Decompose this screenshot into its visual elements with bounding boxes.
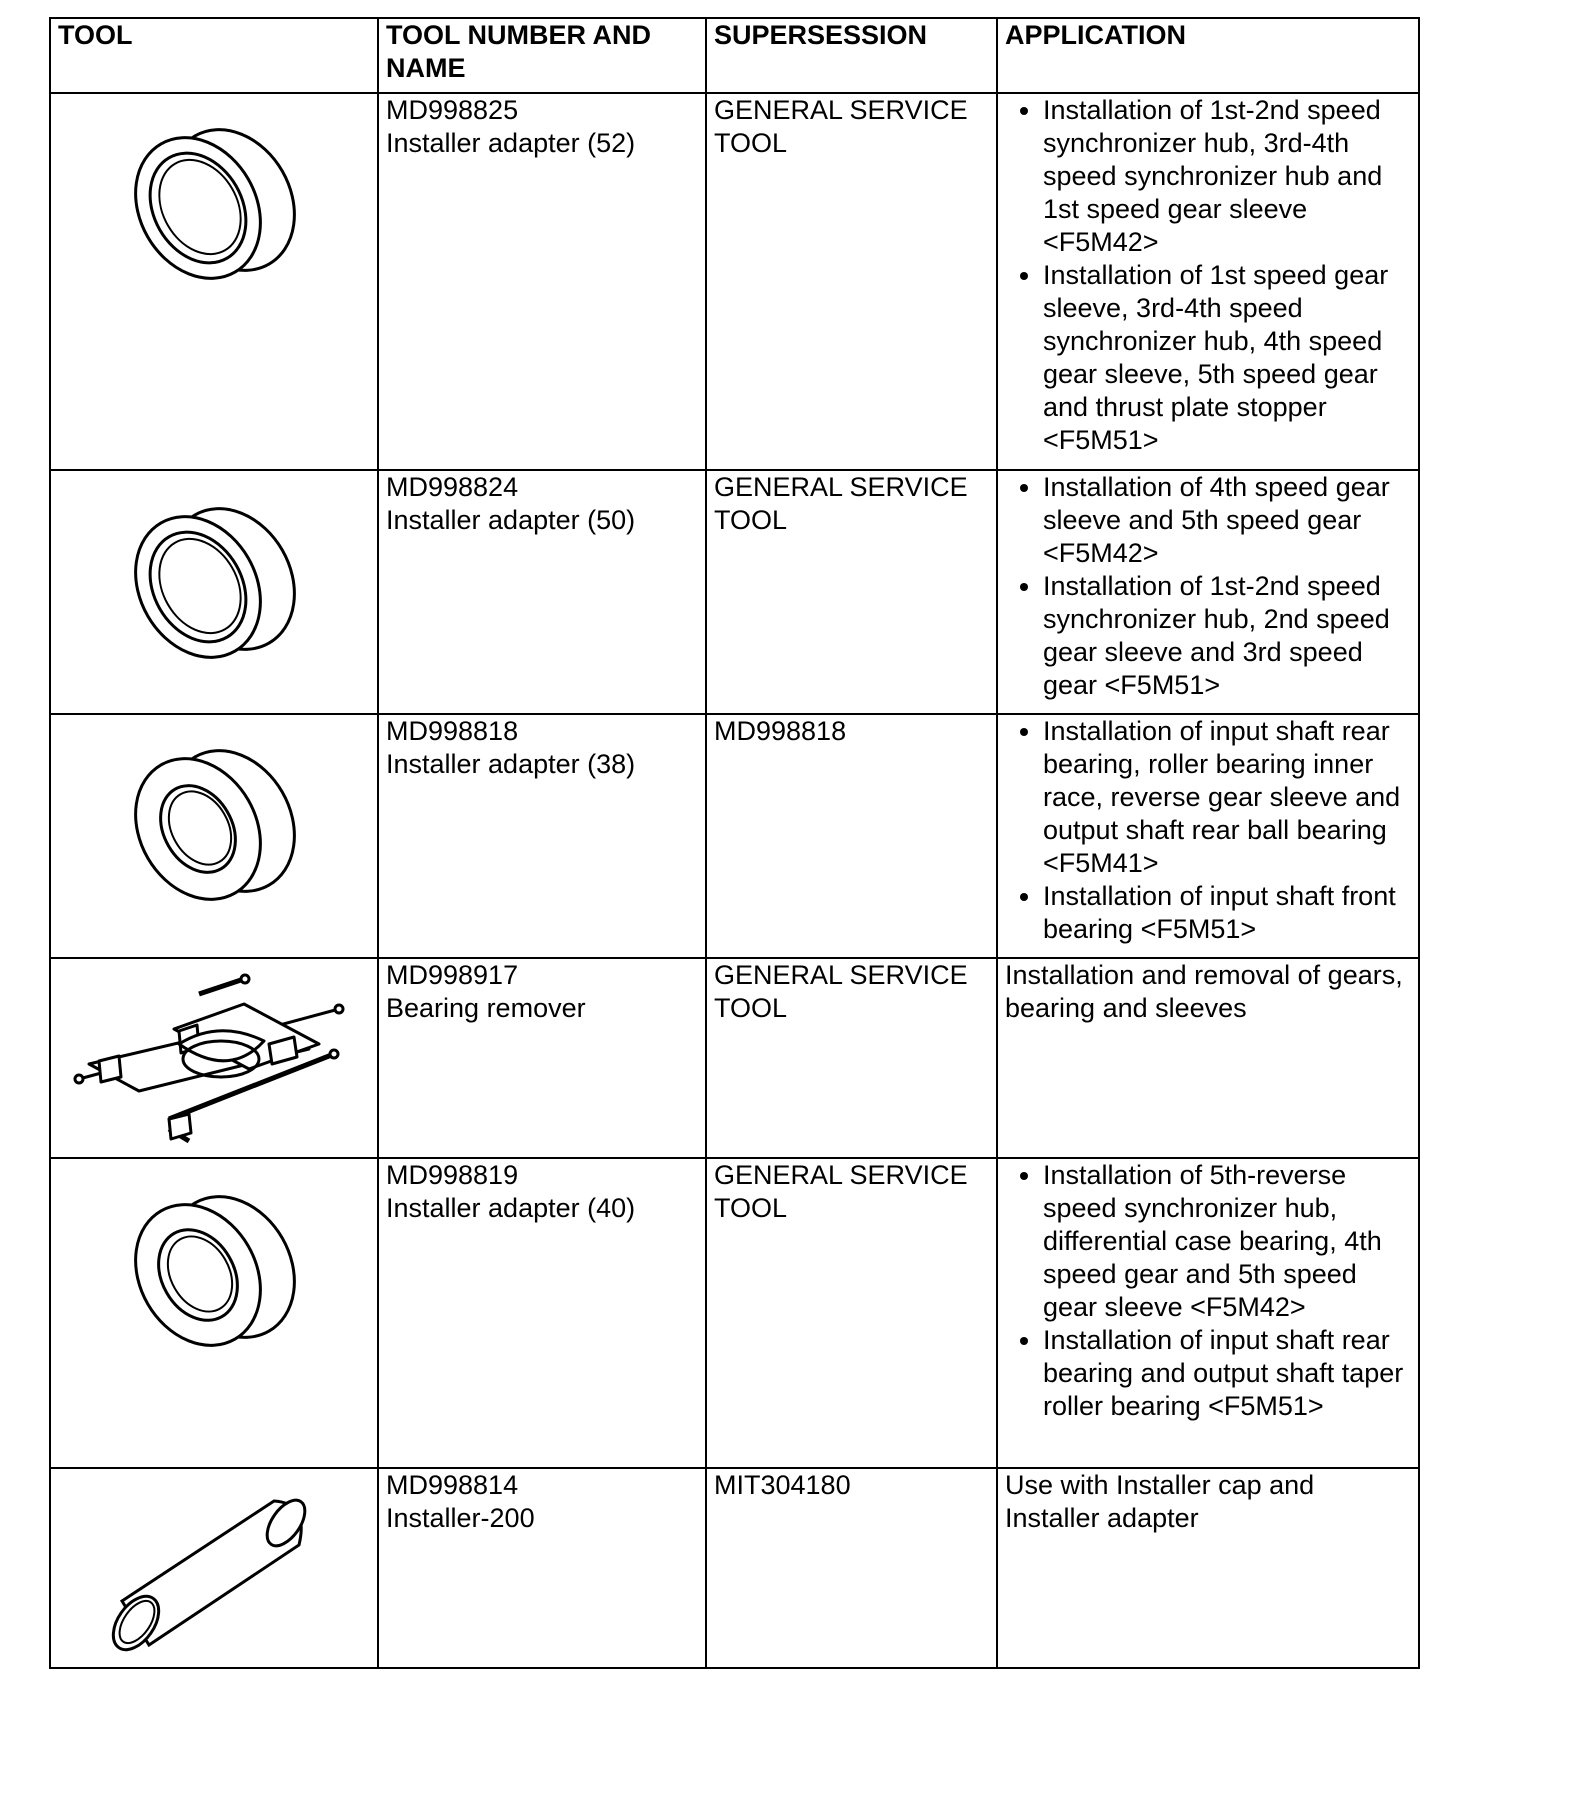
table-row xyxy=(50,1158,1419,1468)
tool-number-name-cell xyxy=(378,714,706,958)
supersession-cell: MD998818 xyxy=(706,714,997,958)
supersession-cell: GENERAL SERVICE TOOL xyxy=(706,470,997,714)
tool-number-name-cell xyxy=(378,958,706,1158)
application-cell: Installation and removal of gears, bearing and sleeves xyxy=(997,958,1419,1158)
header-supersession: SUPERSESSION xyxy=(706,18,997,93)
table-row xyxy=(50,714,1419,958)
tool-number: MD998814 xyxy=(386,1470,519,1500)
tool-number: MD998917 xyxy=(386,960,519,990)
header-tool: TOOL xyxy=(50,18,378,93)
tool-image-cell xyxy=(50,93,378,470)
tool-image-cell xyxy=(50,1158,378,1468)
supersession-cell: GENERAL SERVICE TOOL xyxy=(706,93,997,470)
tool-name: Bearing remover xyxy=(386,993,586,1023)
tool-number-name-cell xyxy=(378,470,706,714)
bearing-remover-icon xyxy=(69,969,359,1149)
tool-image-cell xyxy=(50,470,378,714)
application-item: • Installation of 1st speed gear sleeve, 3rd-4th speed synchronizer hub, 4th speed gear sleeve, 5th speed gear and thrust plate stopper <F5M51> xyxy=(1043,259,1411,457)
application-item: • Installation of input shaft rear bearing, roller bearing inner race, reverse gear sleeve and output shaft rear ball bearing <F5M41> xyxy=(1043,715,1411,880)
installer-adapter-icon xyxy=(114,483,314,683)
tool-name: Installer-200 xyxy=(386,1503,535,1533)
installer-adapter-icon xyxy=(114,725,314,925)
supersession-cell: MIT304180 xyxy=(706,1468,997,1668)
installer-adapter-icon xyxy=(114,1171,314,1371)
application-item: • Installation of 1st-2nd speed synchronizer hub, 2nd speed gear sleeve and 3rd speed gear <F5M51> xyxy=(1043,570,1411,702)
tool-number-name-cell xyxy=(378,1468,706,1668)
tool-name: Installer adapter (52) xyxy=(386,128,636,158)
tool-name: Installer adapter (40) xyxy=(386,1193,636,1223)
application-item: • Installation of 4th speed gear sleeve and 5th speed gear <F5M42> xyxy=(1043,471,1411,570)
supersession-cell: GENERAL SERVICE TOOL xyxy=(706,958,997,1158)
tool-name: Installer adapter (38) xyxy=(386,749,636,779)
header-application: APPLICATION xyxy=(997,18,1419,93)
supersession-cell: GENERAL SERVICE TOOL xyxy=(706,1158,997,1468)
tool-number: MD998818 xyxy=(386,716,519,746)
application-item: • Installation of 5th-reverse speed synchronizer hub, differential case bearing, 4th speed gear and 5th speed gear sleeve <F5M42> xyxy=(1043,1159,1411,1324)
tool-number-name-cell xyxy=(378,1158,706,1468)
installer-adapter-icon xyxy=(114,104,314,304)
header-tool-number-and-name: TOOL NUMBER AND NAME xyxy=(378,18,706,93)
application-item: • Installation of input shaft rear bearing and output shaft taper roller bearing <F5M51> xyxy=(1043,1324,1411,1423)
tool-number: MD998819 xyxy=(386,1160,519,1190)
special-tools-table xyxy=(49,17,1420,1669)
tool-name: Installer adapter (50) xyxy=(386,505,636,535)
tool-image-cell xyxy=(50,1468,378,1668)
application-item: • Installation of input shaft front bearing <F5M51> xyxy=(1043,880,1411,946)
application-cell: Use with Installer cap and Installer adapter xyxy=(997,1468,1419,1668)
tool-image-cell xyxy=(50,714,378,958)
application-cell xyxy=(997,93,1419,470)
tool-number: MD998824 xyxy=(386,472,519,502)
application-cell xyxy=(997,470,1419,714)
application-item: • Installation of 1st-2nd speed synchronizer hub, 3rd-4th speed synchronizer hub and 1st speed gear sleeve <F5M42> xyxy=(1043,94,1411,259)
application-cell xyxy=(997,714,1419,958)
table-row xyxy=(50,93,1419,470)
installer-tube-icon xyxy=(104,1483,324,1653)
header-row xyxy=(50,18,1419,93)
application-cell xyxy=(997,1158,1419,1468)
table-row xyxy=(50,470,1419,714)
tool-number: MD998825 xyxy=(386,95,519,125)
tool-number-name-cell xyxy=(378,93,706,470)
table-row xyxy=(50,1468,1419,1668)
tool-image-cell xyxy=(50,958,378,1158)
table-row xyxy=(50,958,1419,1158)
